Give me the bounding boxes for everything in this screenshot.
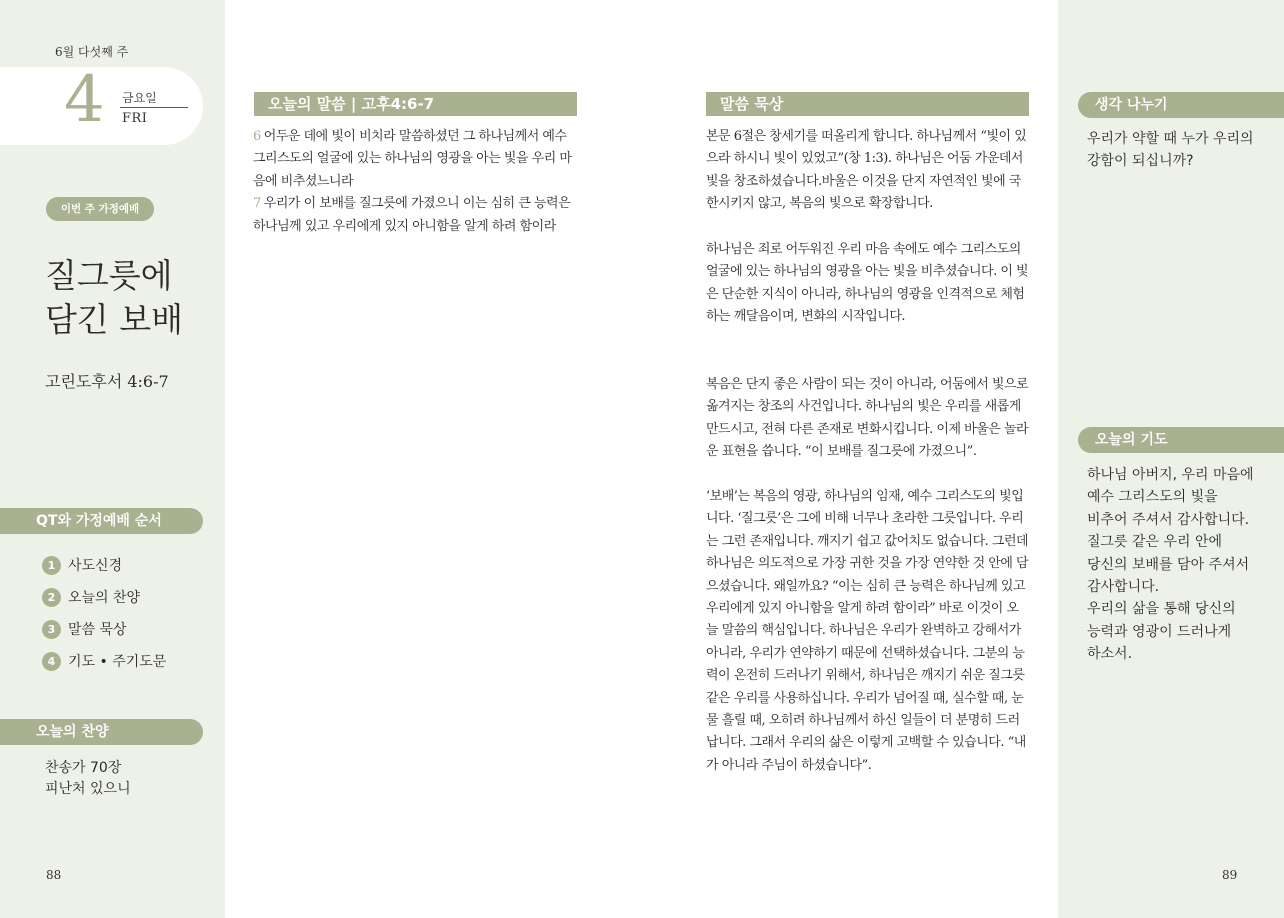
page-title-line-2: 담긴 보배 (45, 300, 184, 339)
share-question: 우리가 약할 때 누가 우리의 강함이 되십니까? (1087, 131, 1254, 170)
meditation-paragraph: ‘보배’는 복음의 영광, 하나님의 임재, 예수 그리스도의 빛입니다. ‘질그릇’은 그에 비해 너무나 초라한 그릇입니다. 우리는 그런 존재입니다. 깨지기 쉽고 값어치도 없습니다. 그런데 하나님은 의도적으로 가장 귀한 것을 가장 연약한 것 안에 담으셨습니다. 왜일까요? “이는 심히 큰 능력은 하나님께 있고 우리에게 있지 아니함을 알게 하려 함이라” 바로 이것이 오늘 말씀의 핵심입니다. 하나님은 우리가 완벽하고 강해서가 아니라, 우리가 연약하기 때문에 선택하셨습니다. 그분의 능력이 온전히 드러나기 위해서, 하나님은 깨지기 쉬운 질그릇 같은 우리를 사용하십니다. 우리가 넘어질 때, 실수할 때, 눈물 흘릴 때, 오히려 하나님께서 하신 일들이 더 분명히 드러납니다. 그래서 우리의 삶은 이렇게 고백할 수 있습니다. “내가 아니라 주님이 하셨습니다”. (706, 489, 1029, 773)
order-item-label: 오늘의 찬양 (68, 590, 141, 606)
order-list-item (42, 651, 166, 671)
hymn-section-heading: 오늘의 찬양 (0, 719, 203, 745)
week-label: 6월 다섯째 주 (55, 45, 129, 59)
page-number-right: 89 (1222, 868, 1238, 882)
hymn-number: 찬송가 70장 (45, 760, 122, 776)
order-list-item (42, 619, 127, 639)
order-number-badge: 4 (42, 652, 61, 671)
verse-text: 어두운 데에 빛이 비치라 말씀하셨던 그 하나님께서 예수 그리스도의 얼굴에 있는 하나님의 영광을 아는 빛을 우리 마음에 비추셨느니라 (253, 129, 572, 189)
order-list-item (42, 555, 122, 575)
scripture-text (253, 126, 577, 238)
order-item-label: 말씀 묵상 (68, 622, 127, 638)
order-item-label: 사도신경 (68, 558, 123, 574)
prayer-section-heading: 오늘의 기도 (1078, 427, 1284, 453)
meditation-paragraph: 본문 6절은 창세기를 떠올리게 합니다. 하나님께서 “빛이 있으라 하시니 빛이 있었고”(창 1:3). 하나님은 어둠 가운데서 빛을 창조하셨습니다.바울은 이것을 단지 자연적인 빛에 국한시키지 않고, 복음의 빛으로 확장합니다. (706, 129, 1027, 212)
order-list-item (42, 587, 140, 607)
order-section-heading: QT와 가정예배 순서 (0, 508, 203, 534)
scripture-reference: 고린도후서 4:6-7 (45, 372, 169, 391)
worship-badge: 이번 주 가정예배 (46, 197, 154, 221)
share-section-heading: 생각 나누기 (1078, 92, 1284, 118)
date-divider (120, 107, 188, 108)
order-item-label: 기도 • 주기도문 (68, 654, 167, 670)
hymn-title: 피난처 있으니 (45, 781, 131, 797)
page-title-line-1: 질그릇에 (45, 256, 173, 295)
order-number-badge: 1 (42, 556, 61, 575)
order-number-badge: 2 (42, 588, 61, 607)
page-number-left: 88 (46, 868, 62, 882)
weekday-korean: 금요일 (122, 91, 157, 105)
verse-text: 우리가 이 보배를 질그릇에 가졌으니 이는 심히 큰 능력은 하나님께 있고 우리에게 있지 아니함을 알게 하려 함이라 (253, 196, 571, 234)
meditation-section-heading: 말씀 묵상 (706, 92, 1029, 116)
meditation-paragraph: 복음은 단지 좋은 사람이 되는 것이 아니라, 어둠에서 빛으로 옮겨지는 창조의 사건입니다. 하나님의 빛은 우리를 새롭게 만드시고, 전혀 다른 존재로 변화시킵니다. 이제 바울은 놀라운 표현을 씁니다. “이 보배를 질그릇에 가졌으니”. (706, 377, 1029, 460)
meditation-paragraph: 하나님은 죄로 어두워진 우리 마음 속에도 예수 그리스도의 얼굴에 있는 하나님의 영광을 아는 빛을 비추셨습니다. 이 빛은 단순한 지식이 아니라, 하나님의 영광을 인격적으로 체험하는 깨달음이며, 변화의 시작입니다. (706, 242, 1029, 325)
weekday-english: FRI (122, 111, 148, 126)
day-number: 4 (64, 63, 105, 137)
verse-number: 6 (253, 129, 261, 144)
verse-number: 7 (253, 196, 261, 212)
word-section-heading: 오늘의 말씀 | 고후4:6-7 (254, 92, 577, 116)
order-number-badge: 3 (42, 620, 61, 639)
prayer-text: 하나님 아버지, 우리 마음에 예수 그리스도의 빛을 비추어 주셔서 감사합니다. 질그릇 같은 우리 안에 당신의 보배를 담아 주셔서 감사합니다. 우리의 삶을 통해 당신의 능력과 영광이 드러나게 하소서. (1087, 467, 1254, 663)
